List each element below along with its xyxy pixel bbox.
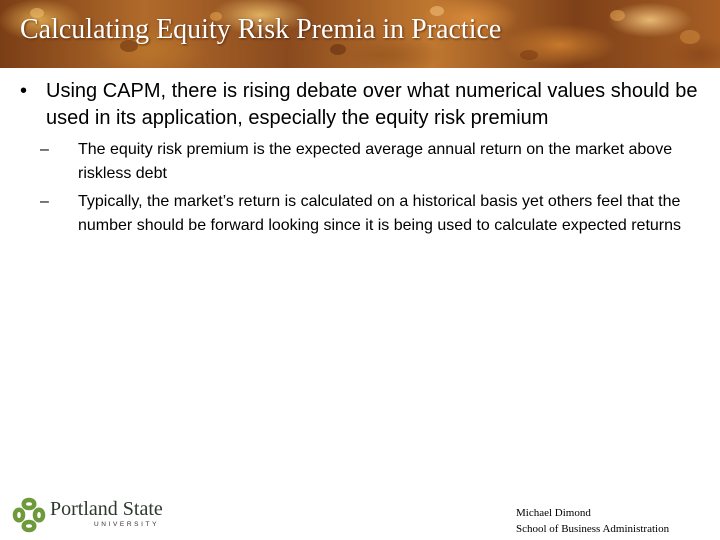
author-department: School of Business Administration	[516, 523, 670, 535]
title-banner	[0, 0, 720, 68]
slide-content	[20, 78, 710, 238]
bullet-marker: •	[20, 80, 28, 102]
university-logo	[12, 497, 182, 533]
slide-title: Calculating Equity Risk Premia in Practice	[20, 14, 502, 45]
logo-wordmark: Portland State	[50, 498, 163, 520]
sub-bullet-text: Typically, the market’s return is calculated on a historical basis yet others feel that the number should be forward looking since it is being used to calculate expected returns	[78, 193, 682, 234]
psu-logo-icon	[12, 497, 46, 533]
sub-bullet-marker: –	[40, 193, 49, 210]
author-name: Michael Dimond	[516, 507, 591, 519]
sub-bullet-item	[20, 190, 710, 238]
bullet-text: Using CAPM, there is rising debate over what numerical values should be used in its application, especially the equity risk premium	[46, 80, 698, 129]
leaf-texture	[520, 50, 538, 60]
leaf-texture	[610, 10, 625, 21]
logo-subtitle: UNIVERSITY	[94, 521, 160, 528]
sub-bullet-text: The equity risk premium is the expected average annual return on the market above riskless debt	[78, 141, 673, 182]
sub-bullet-marker: –	[40, 141, 49, 158]
leaf-texture	[680, 30, 700, 44]
sub-bullet-item	[20, 138, 710, 186]
bullet-item	[20, 78, 710, 132]
author-credit	[516, 505, 669, 537]
